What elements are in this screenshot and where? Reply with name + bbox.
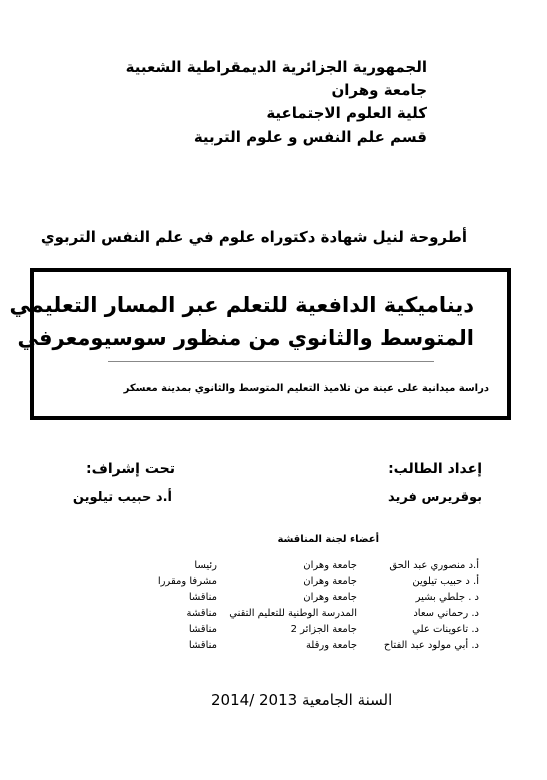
title-subtitle: دراسة ميدانية على عينة من تلاميذ التعليم المتوسط والثانوي بمدينة معسكر: [123, 383, 489, 394]
member-university: جامعة وهران: [303, 592, 357, 603]
member-university: جامعة وهران: [303, 560, 357, 571]
supervisor-label: تحت إشراف:: [86, 461, 175, 477]
member-name: د . جلطي بشير: [415, 592, 479, 603]
student-name: بوقريرس فريد: [387, 490, 482, 505]
committee-table: [0, 560, 547, 660]
member-role: رئيسا: [194, 560, 217, 571]
title-divider: [108, 361, 434, 362]
faculty-name: كلية العلوم الاجتماعية: [266, 104, 427, 122]
member-name: أ.د منصوري عبد الحق: [389, 560, 479, 571]
member-university: جامعة وهران: [303, 576, 357, 587]
member-role: مناقشا: [188, 624, 217, 635]
member-name: أ. د حبيب تيلوين: [412, 576, 479, 587]
title-line-2: المتوسط والثانوي من منظور سوسيومعرفي: [17, 326, 474, 350]
supervisor-name: أ.د حبيب تيلوين: [72, 490, 172, 505]
prepared-by-label: إعداد الطالب:: [388, 461, 482, 477]
member-name: د. رحماني سعاد: [413, 608, 479, 619]
member-university: جامعة الجزائر 2: [290, 624, 357, 635]
academic-year: السنة الجامعية 2013 /2014: [211, 691, 393, 709]
member-role: مشرفا ومقررا: [157, 576, 217, 587]
university-name: جامعة وهران: [331, 81, 427, 99]
member-role: مناقشا: [188, 592, 217, 603]
member-name: د. أبي مولود عبد الفتاح: [383, 640, 479, 651]
department-name: قسم علم النفس و علوم التربية: [193, 128, 427, 146]
thesis-type: أطروحة لنيل شهادة دكتوراه علوم في علم النفس التربوي: [40, 228, 467, 246]
member-university: جامعة ورقلة: [305, 640, 357, 651]
member-name: د. تاعوينات علي: [412, 624, 479, 635]
member-role: مناقشا: [188, 640, 217, 651]
member-university: المدرسة الوطنية للتعليم التقني: [229, 608, 357, 619]
committee-title: أعضاء لجنة المناقشة: [277, 534, 379, 545]
title-line-1: ديناميكية الدافعية للتعلم عبر المسار التعليمي: [9, 293, 474, 317]
country-name: الجمهورية الجزائرية الديمقراطية الشعبية: [125, 58, 427, 76]
member-role: مناقشة: [186, 608, 217, 619]
